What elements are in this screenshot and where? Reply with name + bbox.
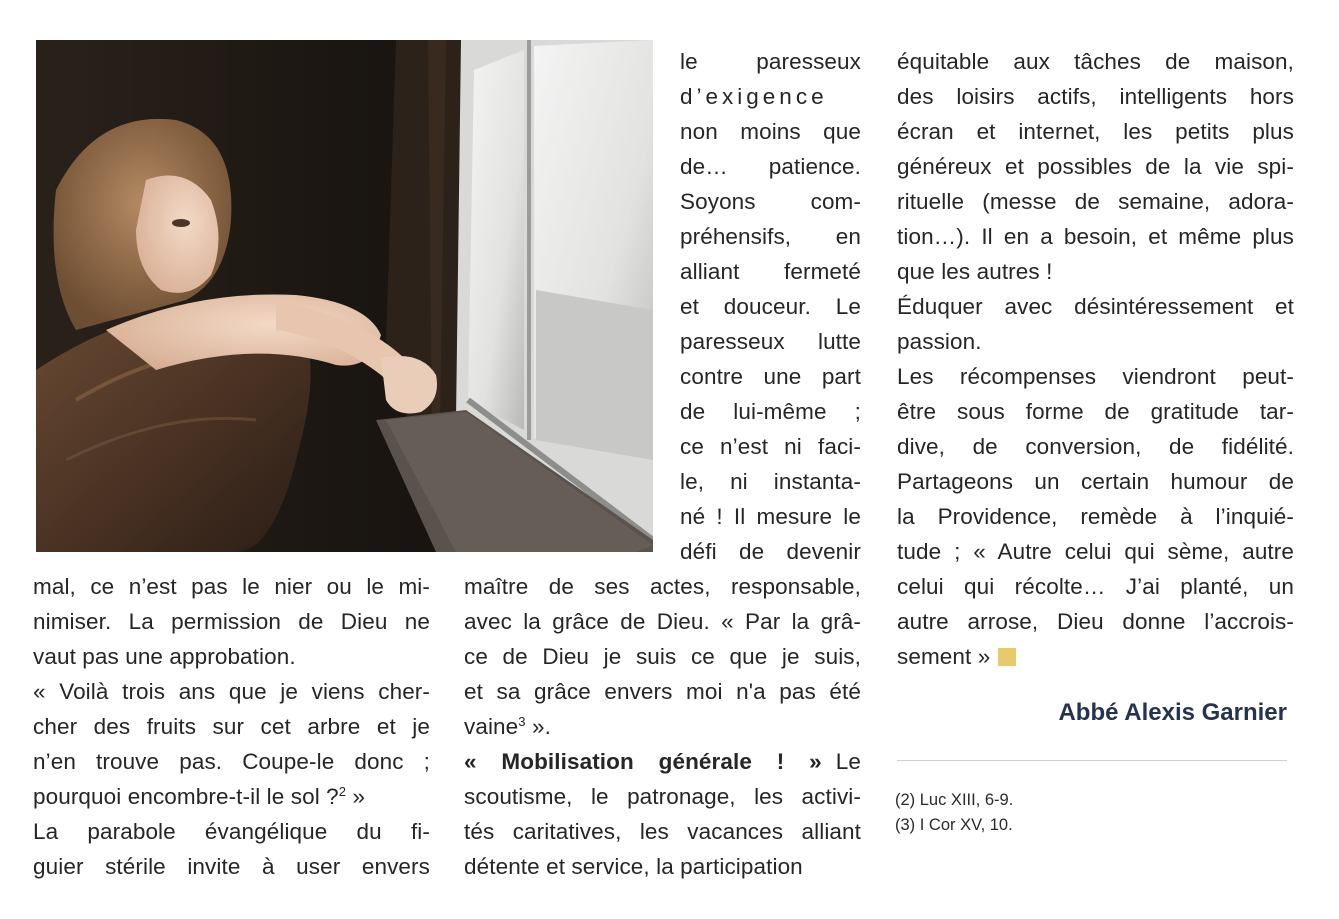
column2-line: tés caritatives, les vacances alliant [464,819,861,844]
footnote-2: (2) Luc XIII, 6-9. [895,791,1014,809]
girl-at-window-photo [36,40,653,552]
column3-line: Partageons un certain humour de [897,469,1294,494]
column3-line: équitable aux tâches de maison, [897,49,1294,74]
column2-line [464,709,861,744]
quote-text: pourquoi encombre-t-il le sol ? [33,784,339,809]
column3-line: passion. [897,329,982,354]
column1-line: cher des fruits sur cet arbre et je [33,714,430,739]
column3-line: tude ; « Autre celui qui sème, autre [897,539,1294,564]
column3-line: généreux et possibles de la vie spi- [897,154,1294,179]
column3-line: écran et internet, les petits plus [897,119,1294,144]
column1-line: nimiser. La permission de Dieu ne [33,609,430,634]
column2-narrow-line: alliant fermeté [680,259,861,284]
column2-line: détente et service, la participation [464,854,803,879]
column3-line: des loisirs actifs, intelligents hors [897,84,1294,109]
column1-line: « Voilà trois ans que je viens cher- [33,679,430,704]
photo-illustration [36,40,653,552]
column3-line: la Providence, remède à l’inquié- [897,504,1294,529]
column1-line: vaut pas une approbation. [33,644,296,669]
vaine-tail: ». [525,714,551,739]
column2-narrow-line: non moins que [680,119,861,144]
mobilisation-heading-line [464,744,861,779]
column2-narrow-line: contre une part [680,364,861,389]
footnote-ref-2: 2 [338,784,347,799]
column3-line: Éduquer avec désintéressement et [897,294,1294,319]
column3-line: autre arrose, Dieu donne l’accrois- [897,609,1294,634]
column2-narrow-line: préhensifs, en [680,224,861,249]
column2-narrow-line: d’exigence [680,84,828,109]
quote-close: » [346,784,366,809]
column2-narrow-line: Soyons com- [680,189,861,214]
column2-narrow-line: défi de devenir [680,539,861,564]
column1-line: mal, ce n’est pas le nier ou le mi- [33,574,430,599]
column1-line: guier stérile invite à user envers [33,854,430,879]
column2-narrow-line: et douceur. Le [680,294,861,319]
footnote-ref-3: 3 [518,714,526,729]
footnote-3: (3) I Cor XV, 10. [895,816,1013,834]
column2-narrow-line: de… patience. [680,154,861,179]
column3-last-line [897,639,1294,674]
column2-narrow-line: le paresseux [680,49,861,74]
column2-narrow-line: de lui-même ; [680,399,861,424]
column2-narrow-line: paresseux lutte [680,329,861,354]
column1-line [33,779,430,814]
column2-narrow-line: ce n’est ni faci- [680,434,861,459]
mobilisation-tail: Le [835,749,861,774]
column3-line: que les autres ! [897,259,1053,284]
end-of-article-square-icon [998,648,1016,666]
footnote-divider [897,760,1287,761]
vaine-text: vaine [464,714,519,739]
column3-line: tion…). Il en a besoin, et même plus [897,224,1294,249]
column2-line: et sa grâce envers moi n'a pas été [464,679,861,704]
column3-line: dive, de conversion, de fidélité. [897,434,1294,459]
column2-narrow-line: né ! Il mesure le [680,504,861,529]
column2-line: maître de ses actes, responsable, [464,574,861,599]
column3-line: rituelle (messe de semaine, adora- [897,189,1294,214]
column2-line: ce de Dieu je suis ce que je suis, [464,644,861,669]
column3-line: celui qui récolte… J’ai planté, un [897,574,1294,599]
column2-line: avec la grâce de Dieu. « Par la grâ- [464,609,861,634]
column3-line: être sous forme de gratitude tar- [897,399,1294,424]
author-signature: Abbé Alexis Garnier [1058,699,1287,726]
column3-line: sement » [897,644,991,669]
column2-line: scoutisme, le patronage, les activi- [464,784,861,809]
column3-line: Les récompenses viendront peut- [897,364,1294,389]
column1-line: n’en trouve pas. Coupe-le donc ; [33,749,430,774]
mobilisation-heading: « Mobilisation générale ! » [464,749,822,774]
column1-line: La parabole évangélique du fi- [33,819,430,844]
column2-narrow-line: le, ni instanta- [680,469,861,494]
